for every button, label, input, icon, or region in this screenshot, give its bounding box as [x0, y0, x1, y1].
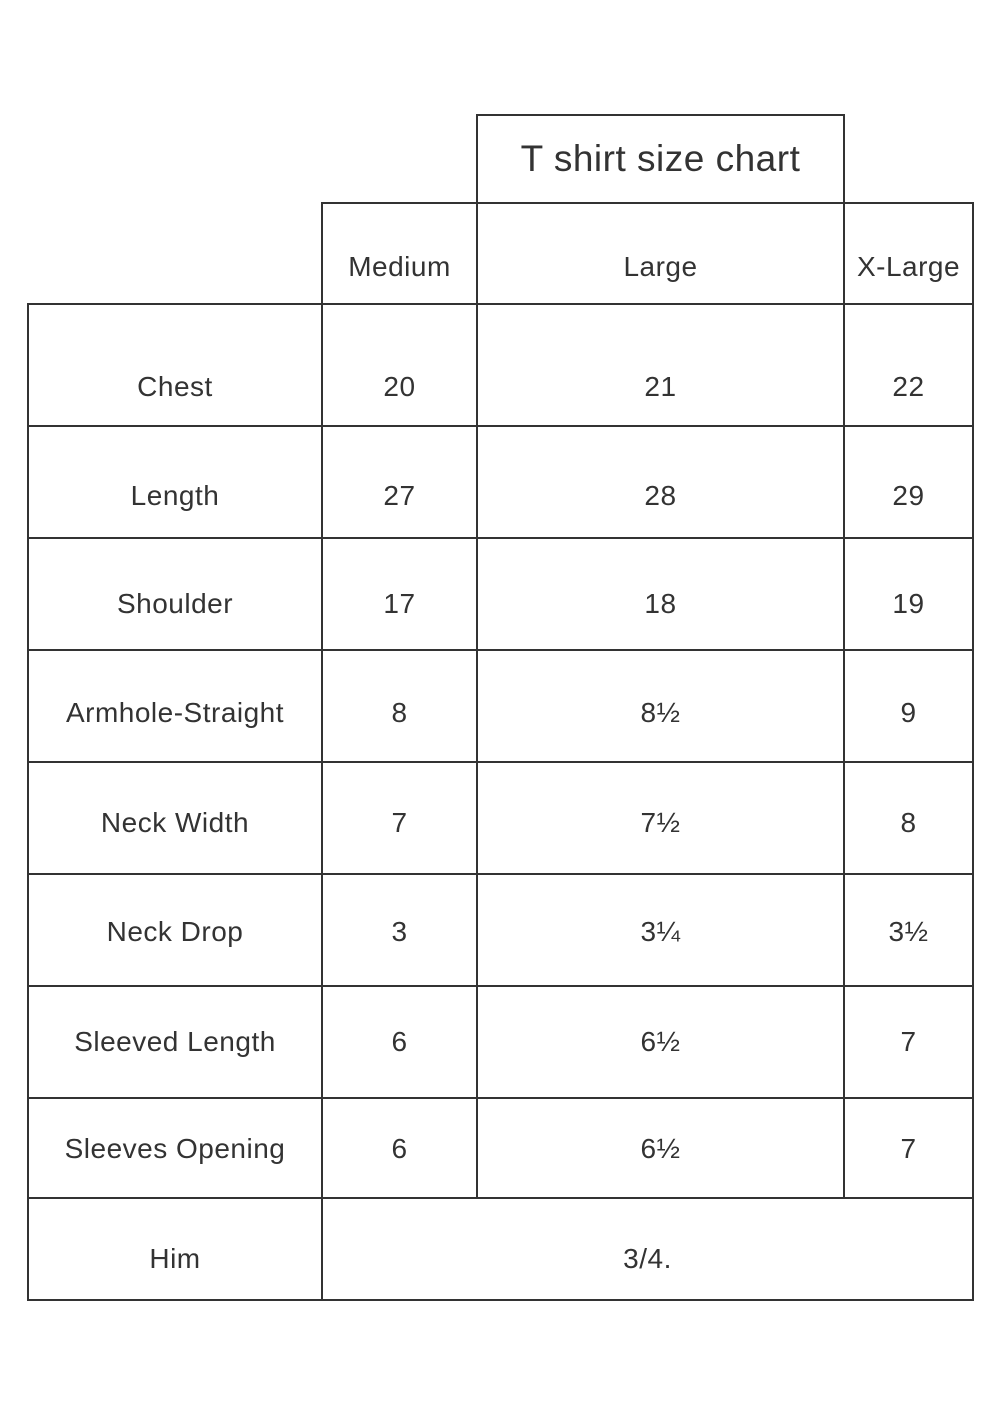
cell-neck-drop-x-large: 3½ — [843, 873, 974, 987]
cell-shoulder-medium: 17 — [321, 537, 478, 651]
cell-shoulder-x-large: 19 — [843, 537, 974, 651]
header-medium: Medium — [321, 202, 478, 305]
cell-length-x-large: 29 — [843, 425, 974, 539]
cell-sleeved-length-medium: 6 — [321, 985, 478, 1099]
row-label-sleeved-length: Sleeved Length — [27, 985, 323, 1099]
cell-chest-x-large: 22 — [843, 303, 974, 427]
cell-length-large: 28 — [476, 425, 845, 539]
cell-shoulder-large: 18 — [476, 537, 845, 651]
cell-sleeved-length-x-large: 7 — [843, 985, 974, 1099]
cell-sleeves-opening-x-large: 7 — [843, 1097, 974, 1199]
cell-neck-width-large: 7½ — [476, 761, 845, 875]
row-label-neck-drop: Neck Drop — [27, 873, 323, 987]
row-label-sleeves-opening: Sleeves Opening — [27, 1097, 323, 1199]
cell-neck-drop-medium: 3 — [321, 873, 478, 987]
row-label-chest: Chest — [27, 303, 323, 427]
cell-armhole-medium: 8 — [321, 649, 478, 763]
header-x-large: X-Large — [843, 202, 974, 305]
cell-neck-width-x-large: 8 — [843, 761, 974, 875]
row-label-armhole-straight: Armhole-Straight — [27, 649, 323, 763]
row-label-length: Length — [27, 425, 323, 539]
cell-neck-drop-large: 3¼ — [476, 873, 845, 987]
cell-sleeved-length-large: 6½ — [476, 985, 845, 1099]
cell-him-value: 3/4. — [321, 1197, 974, 1301]
cell-chest-medium: 20 — [321, 303, 478, 427]
cell-sleeves-opening-medium: 6 — [321, 1097, 478, 1199]
cell-length-medium: 27 — [321, 425, 478, 539]
cell-sleeves-opening-large: 6½ — [476, 1097, 845, 1199]
row-label-shoulder: Shoulder — [27, 537, 323, 651]
cell-armhole-x-large: 9 — [843, 649, 974, 763]
row-label-neck-width: Neck Width — [27, 761, 323, 875]
cell-neck-width-medium: 7 — [321, 761, 478, 875]
header-large: Large — [476, 202, 845, 305]
cell-chest-large: 21 — [476, 303, 845, 427]
cell-armhole-large: 8½ — [476, 649, 845, 763]
row-label-him: Him — [27, 1197, 323, 1301]
chart-title: T shirt size chart — [476, 114, 845, 204]
